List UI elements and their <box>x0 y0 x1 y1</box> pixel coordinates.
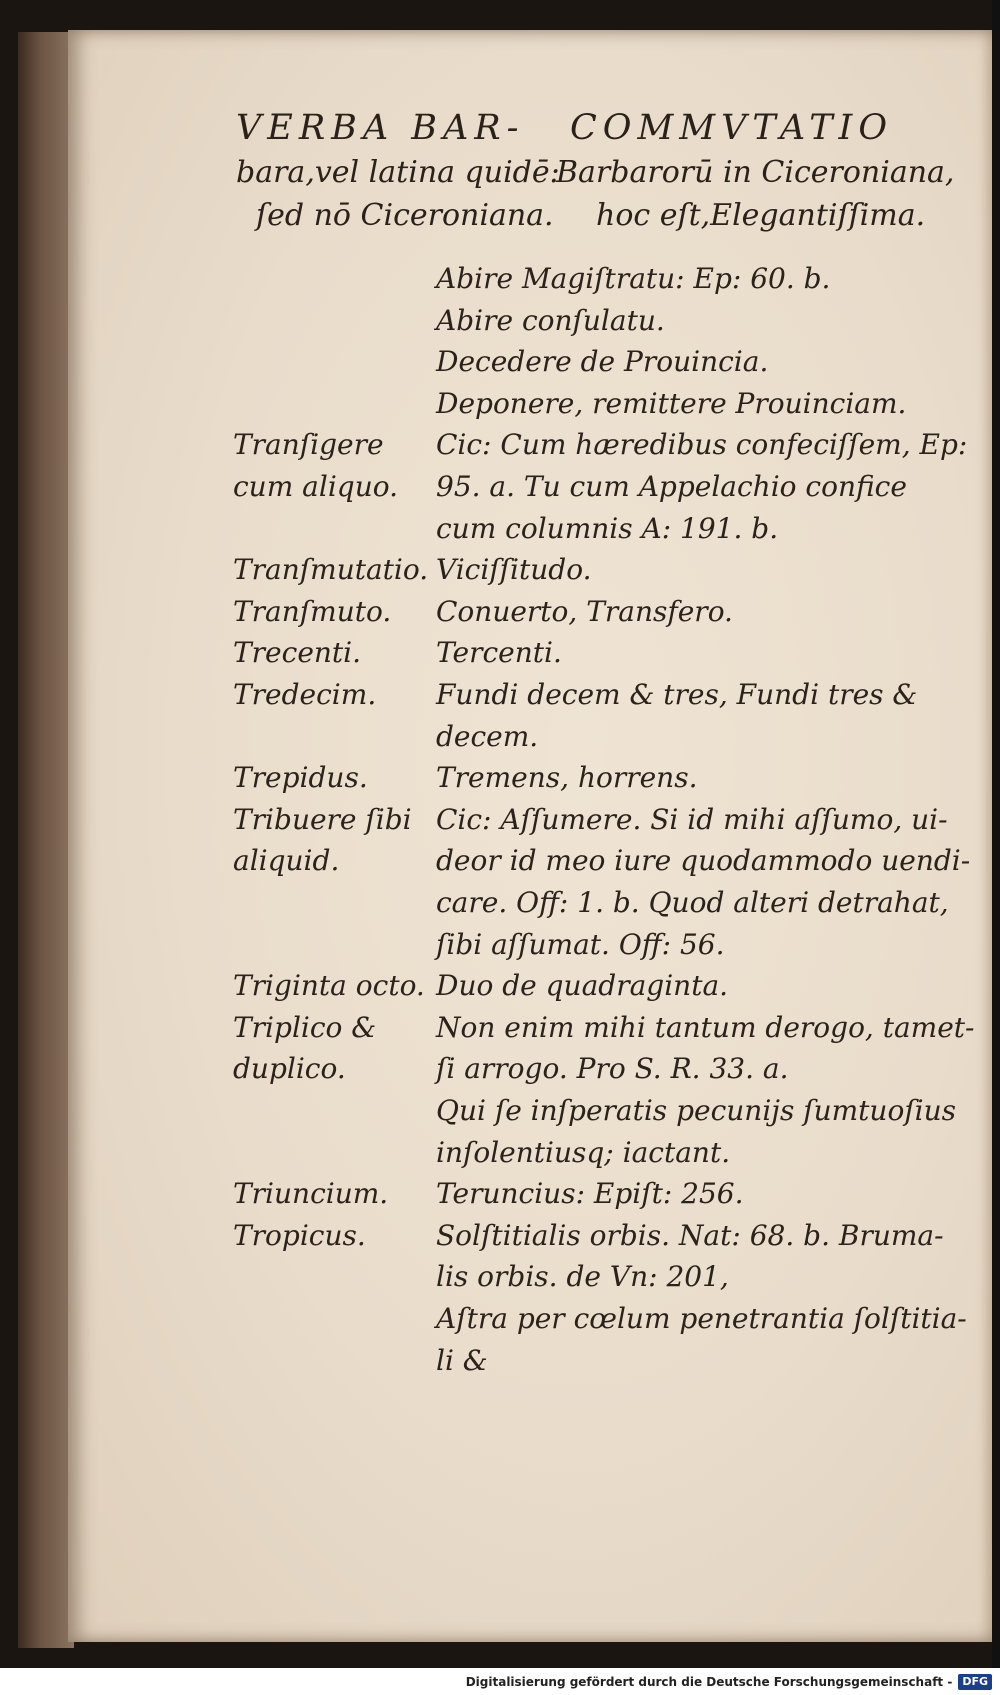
entry-definition: care. Off: 1. b. Quod alteri detrahat, <box>436 886 949 919</box>
entry-definition: Aſtra per cœlum penetrantia ſolſtitia- <box>436 1302 967 1335</box>
entry-definition: li & <box>436 1344 488 1377</box>
entry-definition: ſibi aſſumat. Off: 56. <box>436 928 725 961</box>
entry-definition: Duo de quadraginta. <box>436 969 729 1002</box>
entry-term: duplico. <box>233 1052 346 1085</box>
entry-term: Trecenti. <box>233 636 362 669</box>
entry-definition: inſolentiusq; iactant. <box>436 1136 731 1169</box>
entry-definition: Deponere, remittere Prouinciam. <box>436 387 907 420</box>
entry-definition: 95. a. Tu cum Appelachio confice <box>436 470 907 503</box>
entry-definition: Tercenti. <box>436 636 562 669</box>
entry-term: Triplico & <box>233 1011 377 1044</box>
entry-definition: Cic: Aſſumere. Si id mihi aſſumo, ui- <box>436 803 948 836</box>
entry-definition: Abire conſulatu. <box>436 304 665 337</box>
header-right-title: COMMVTATIO <box>570 108 894 148</box>
entry-definition: Qui ſe inſperatis pecunijs ſumtuoſius <box>436 1094 957 1127</box>
header-left-line3: ſed nō Ciceroniana. <box>256 198 554 233</box>
entry-definition: Teruncius: Epiſt: 256. <box>436 1177 744 1210</box>
entry-term: aliquid. <box>233 844 340 877</box>
entry-term: Tranſmutatio. <box>233 553 429 586</box>
entry-term: Triginta octo. <box>233 969 425 1002</box>
entry-term: Tranſigere <box>233 428 384 461</box>
entry-definition: lis orbis. de Vn: 201, <box>436 1260 729 1293</box>
entry-definition: decem. <box>436 720 539 753</box>
entry-definition: ſi arrogo. Pro S. R. 33. a. <box>436 1052 789 1085</box>
entry-term: Tribuere ſibi <box>233 803 412 836</box>
entry-term: Triuncium. <box>233 1177 389 1210</box>
entry-definition: Viciſſitudo. <box>436 553 592 586</box>
footer-credit: Digitalisierung gefördert durch die Deutsche Forschungsgemeinschaft - <box>465 1674 953 1689</box>
entry-term: Trepidus. <box>233 761 368 794</box>
header-left-line2: bara,vel latina quidē: <box>236 155 560 190</box>
entry-term: Tranſmuto. <box>233 595 392 628</box>
entry-term: Tredecim. <box>233 678 377 711</box>
entry-definition: Solſtitialis orbis. Nat: 68. b. Bruma- <box>436 1219 944 1252</box>
entry-definition: Abire Magiſtratu: Ep: 60. b. <box>436 262 831 295</box>
dfg-logo: DFG <box>958 1674 992 1690</box>
header-right-line3: hoc eſt,Elegantiſſima. <box>596 198 926 233</box>
header-left-title: VERBA BAR- <box>236 108 525 148</box>
entry-definition: Non enim mihi tantum derogo, tamet- <box>436 1011 975 1044</box>
entry-definition: cum columnis A: 191. b. <box>436 512 779 545</box>
entry-term: Tropicus. <box>233 1219 366 1252</box>
entry-definition: Cic: Cum hæredibus confeciſſem, Ep: <box>436 428 968 461</box>
header-right-line2: Barbarorū in Ciceroniana, <box>556 155 955 190</box>
entry-definition: Decedere de Prouincia. <box>436 345 769 378</box>
entry-definition: Tremens, horrens. <box>436 761 698 794</box>
entry-definition: deor id meo iure quodammodo uendi- <box>436 844 971 877</box>
entry-definition: Conuerto, Transfero. <box>436 595 733 628</box>
footer-bar <box>0 1668 1000 1695</box>
entry-term: cum aliquo. <box>233 470 398 503</box>
entry-definition: Fundi decem & tres, Fundi tres & <box>436 678 918 711</box>
